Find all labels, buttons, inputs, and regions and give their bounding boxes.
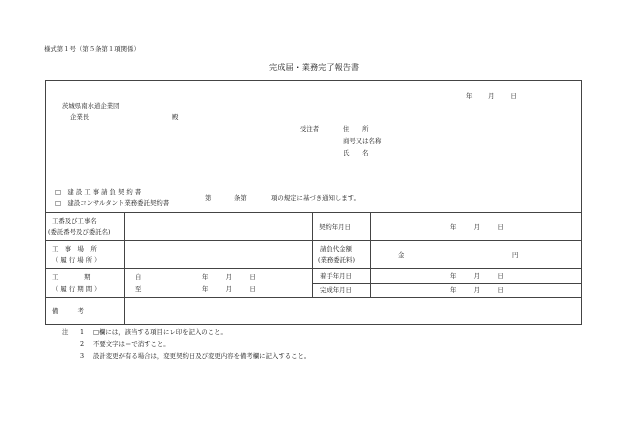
checkbox-construction-contract[interactable]: □ 建 設 工 事 請 負 契 約 書 — [55, 188, 142, 196]
note-2: 不要文字は＝で消すこと。 — [93, 340, 170, 348]
clause-article: 条第 — [234, 194, 247, 202]
notes-prefix: 注 — [62, 328, 69, 336]
honorific: 殿 — [172, 113, 179, 121]
note-3-number: 3 — [80, 352, 85, 360]
addressee-title: 企業長 — [70, 113, 90, 121]
remarks-label: 備 考 — [52, 307, 84, 315]
price-unit: 円 — [512, 251, 519, 259]
contract-date-value: 年 月 日 — [450, 223, 506, 231]
note-3: 設計変更が有る場合は，変更契約日及び変更内容を備考欄に記入すること。 — [93, 352, 311, 360]
row-divider-2 — [45, 268, 582, 269]
row-divider-1 — [45, 240, 582, 241]
col-divider-mid — [312, 212, 313, 297]
name-label: 氏 名 — [343, 149, 369, 157]
col-divider-right — [370, 212, 371, 297]
trade-name-label: 商号又は名称 — [343, 137, 382, 145]
price-sublabel: (業務委託料) — [318, 256, 355, 264]
note-2-number: 2 — [80, 340, 85, 348]
col-divider-label — [124, 212, 125, 325]
addressee-org: 茨城県南水道企業団 — [62, 102, 120, 110]
form-number: 様式第１号（第５条第１項関係） — [44, 45, 140, 53]
period-to: 至 — [135, 285, 142, 293]
document-title: 完成届・業務完了報告書 — [269, 62, 360, 72]
note-1-number: 1 — [80, 328, 85, 336]
period-from-date: 年 月 日 — [202, 273, 258, 281]
start-date-value: 年 月 日 — [450, 272, 506, 280]
note-1: □欄には，該当する項目にレ印を記入のこと。 — [93, 328, 227, 336]
work-number-label: 工番及び工事名 — [52, 217, 97, 225]
work-number-sublabel: (委託番号及び委託名) — [48, 228, 111, 236]
contractor-label: 受注者 — [300, 125, 320, 133]
contract-date-label: 契約年月日 — [319, 223, 351, 231]
location-sublabel: （ 履 行 場 所 ） — [52, 256, 101, 264]
row-divider-3 — [45, 297, 582, 298]
location-label: 工 事 場 所 — [52, 245, 97, 253]
table-top-line — [45, 212, 582, 213]
address-label: 住 所 — [343, 125, 369, 133]
report-date: 年 月 日 — [466, 92, 518, 100]
period-label: 工 期 — [52, 273, 91, 281]
price-label: 請負代金額 — [320, 245, 352, 253]
completion-date-value: 年 月 日 — [450, 286, 506, 294]
clause-dai: 第 — [205, 194, 212, 202]
start-date-label: 着手年月日 — [320, 272, 352, 280]
price-prefix: 金 — [398, 251, 405, 259]
checkbox-consultant-contract[interactable]: □ 建設コンサルタント業務委託契約書 — [55, 199, 170, 207]
period-from: 自 — [135, 273, 142, 281]
clause-text: 項の規定に基づき通知します。 — [271, 194, 360, 202]
row-divider-start — [312, 283, 582, 284]
period-sublabel: （ 履 行 期 間 ） — [52, 285, 101, 293]
period-to-date: 年 月 日 — [202, 285, 258, 293]
completion-date-label: 完成年月日 — [320, 286, 352, 294]
